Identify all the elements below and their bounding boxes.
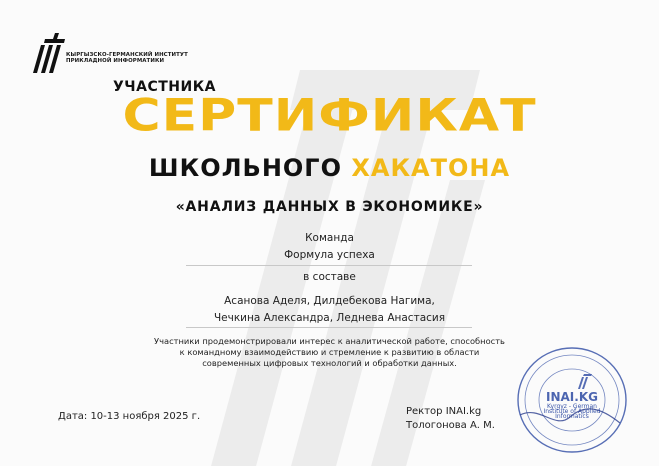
stamp-sub3: Informatics (555, 413, 589, 420)
institute-name (66, 52, 188, 65)
stamp-sub2: Institute of Applied (543, 408, 601, 415)
official-stamp (510, 345, 635, 455)
description-line2: к командному взаимодействию и стремление к развитию в области (179, 347, 480, 357)
members-label: в составе (303, 271, 356, 283)
signer-name: Тологонова А. М. (406, 419, 495, 431)
subtitle-hackathon: ХАКАТОНА (351, 154, 511, 182)
institute-logo-icon (31, 33, 65, 73)
participant-label: УЧАСТНИКА (113, 79, 216, 95)
team-name: Формула успеха (284, 249, 375, 261)
description-line1: Участники продемонстрировали интерес к аналитической работе, способность (154, 336, 505, 346)
hackathon-subtitle (0, 153, 659, 183)
signature-block (406, 405, 495, 432)
stamp-brand: INAI.KG (546, 390, 598, 404)
hackathon-topic: «АНАЛИЗ ДАННЫХ В ЭКОНОМИКЕ» (175, 199, 484, 215)
event-date: Дата: 10-13 ноября 2025 г. (58, 411, 201, 422)
subtitle-school: ШКОЛЬНОГО (148, 154, 342, 182)
signer-title: Ректор INAI.kg (406, 406, 482, 417)
institute-name-line2: ПРИКЛАДНОЙ ИНФОРМАТИКИ (66, 58, 165, 65)
stamp-sub1: Kyrgyz - German (547, 403, 597, 410)
members-line1: Асанова Аделя, Дилдебекова Нагима, (224, 295, 435, 307)
members-line2: Чечкина Александра, Леднева Анастасия (213, 312, 446, 324)
certificate-title: СЕРТИФИКАТ (122, 90, 537, 142)
institute-name-line1: КЫРГЫЗСКО-ГЕРМАНСКИЙ ИНСТИТУТ (66, 52, 188, 58)
description-line3: современных цифровых технологий и обработки данных. (202, 358, 457, 368)
team-name-underline (186, 265, 472, 266)
team-label: Команда (305, 232, 354, 244)
members-underline (186, 327, 472, 328)
